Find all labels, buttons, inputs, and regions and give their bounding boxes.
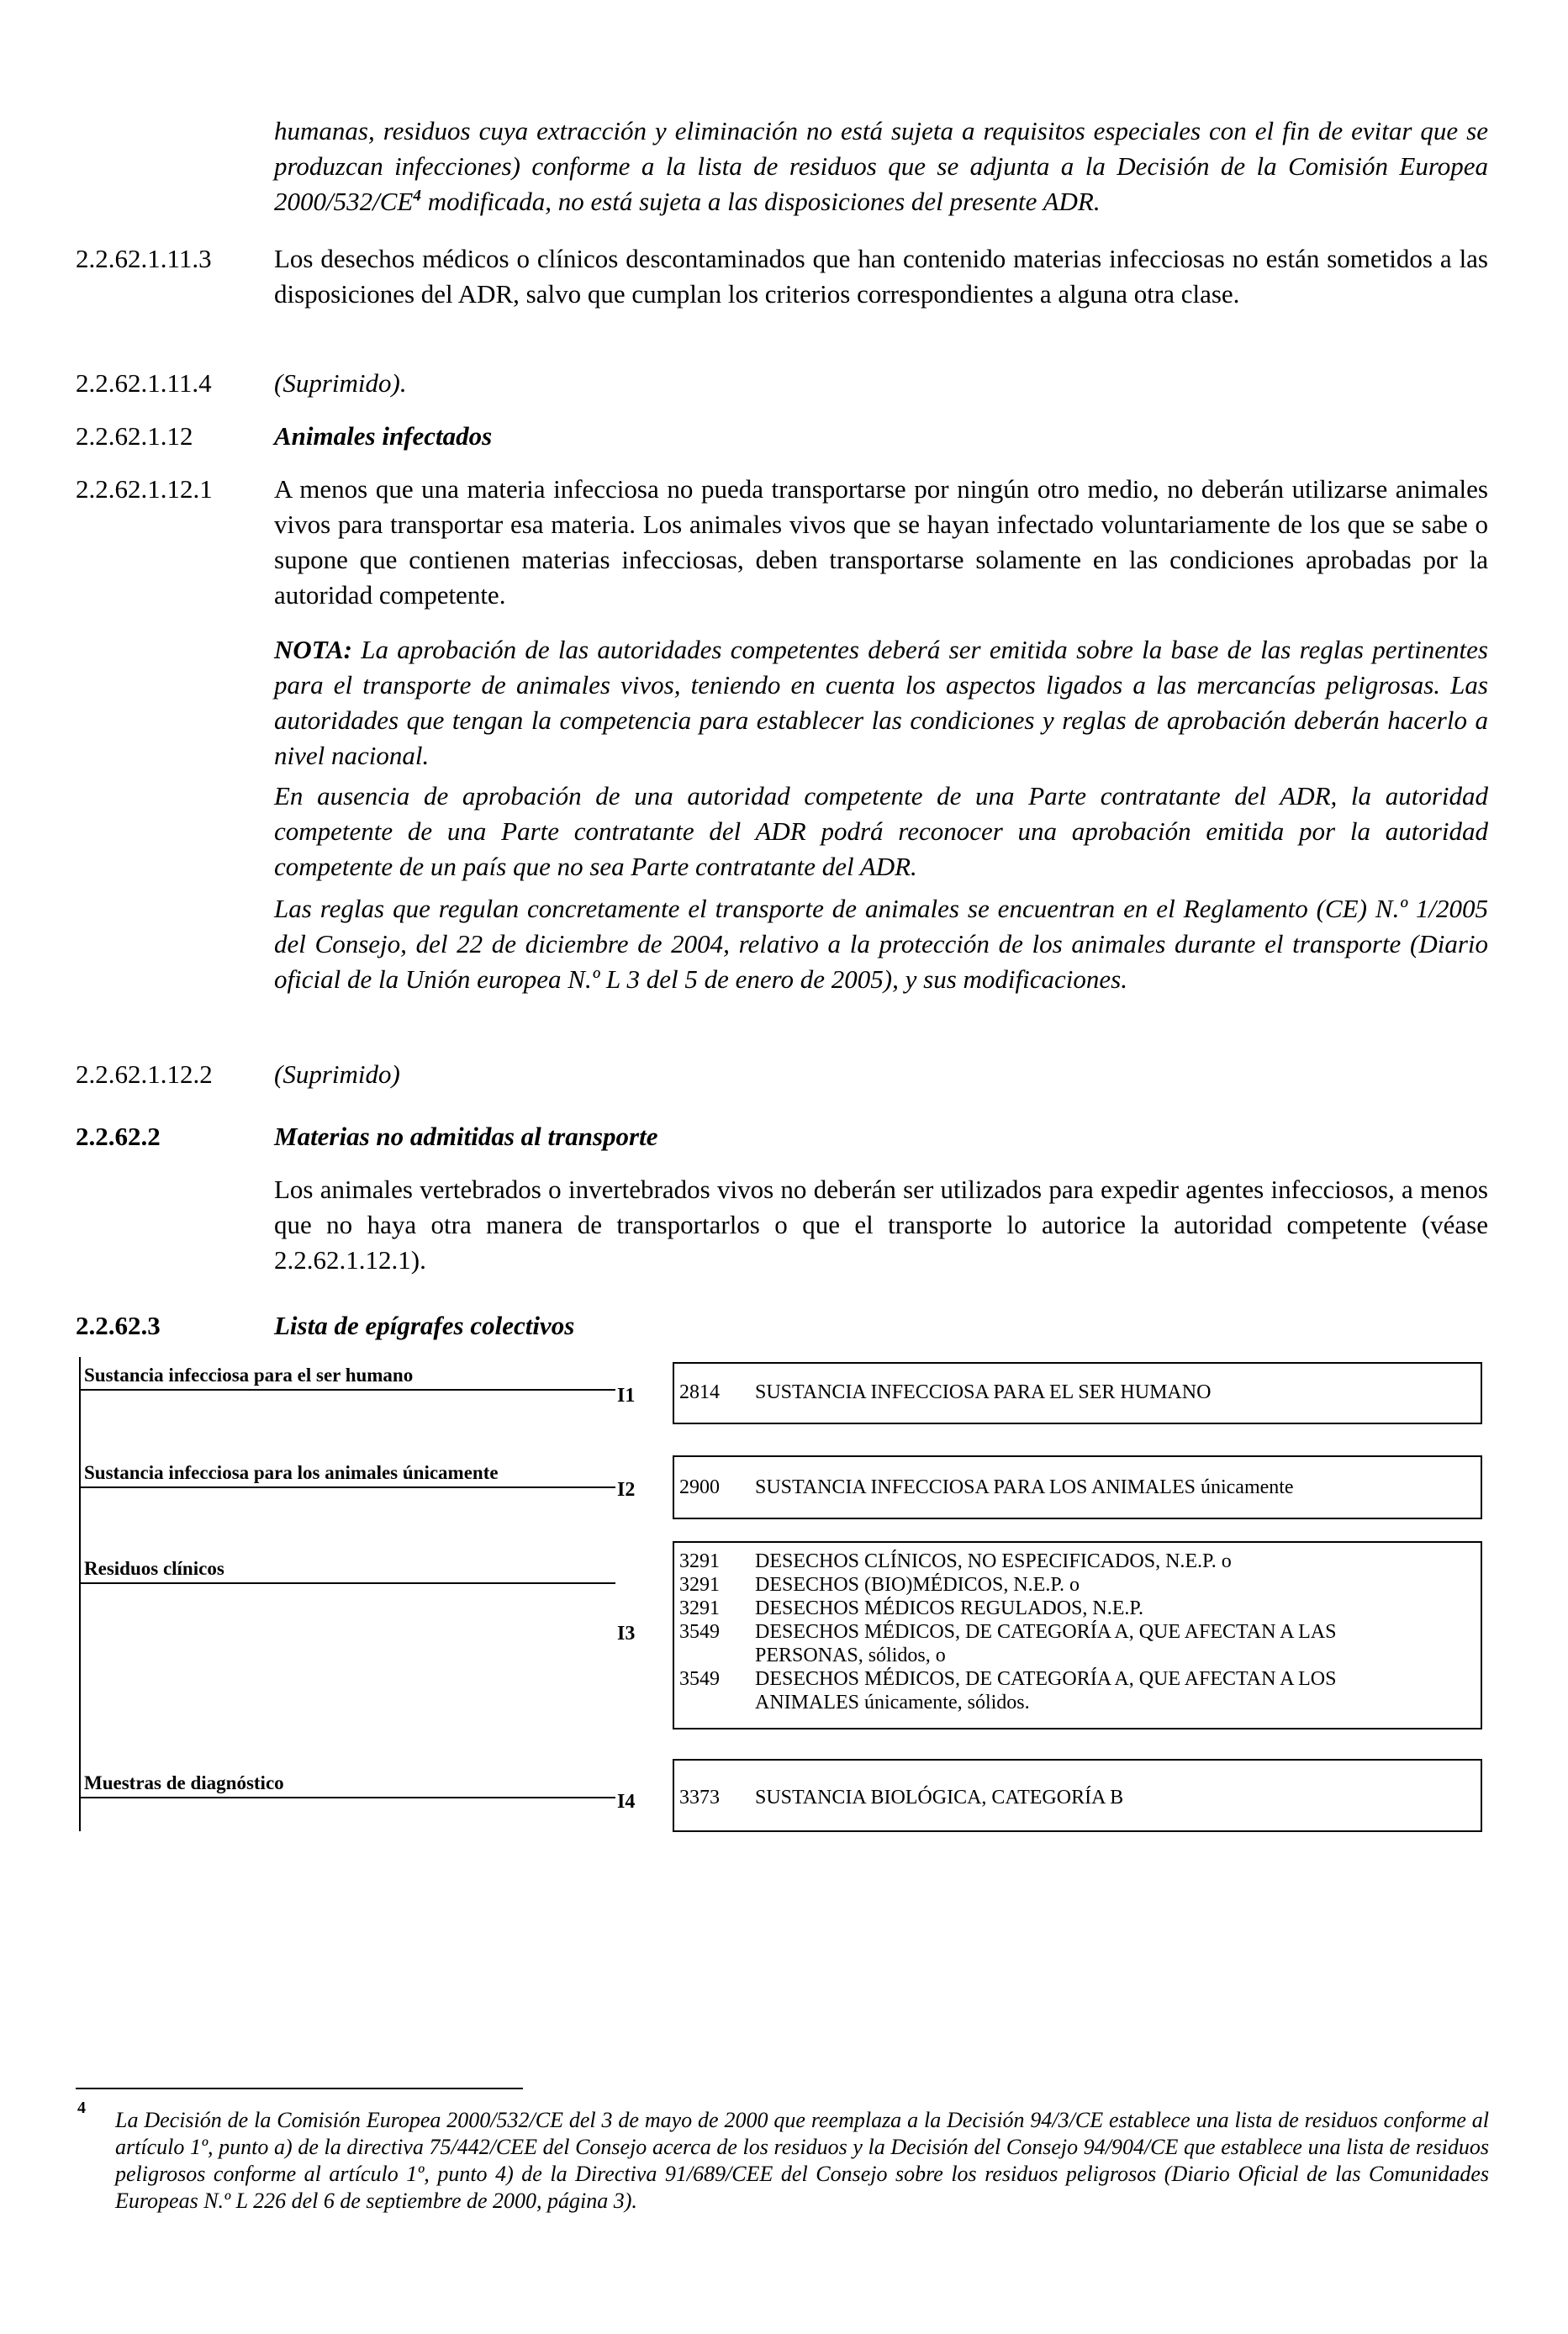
continuation-paragraph: [274, 114, 1488, 219]
footnote-mark: 4: [77, 2099, 86, 2117]
note-text: La aprobación de las autoridades competentes deberá ser emitida sobre la base de las reglas pertinentes para el transporte de animales vivos, teniendo en cuenta los aspectos ligados a las mercancías peligrosas. Las autoridades que tengan la competencia para establecer las condiciones y reglas de aprobación deberán hacerlo a nivel nacional.: [274, 635, 1488, 770]
section-title: Animales infectados: [274, 421, 493, 451]
entry-name: DESECHOS MÉDICOS, DE CATEGORÍA A, QUE AFECTAN A LOS: [755, 1668, 1337, 1690]
section-title: Lista de epígrafes colectivos: [274, 1311, 575, 1340]
section-number: 2.2.62.3: [76, 1311, 161, 1340]
note-label: NOTA:: [274, 635, 352, 664]
un-number: 3549: [679, 1668, 720, 1690]
un-number: 3373: [679, 1787, 720, 1809]
table-row: [679, 1597, 1143, 1620]
continuation-tail: modificada, no está sujeta a las disposiciones del presente ADR.: [420, 187, 1101, 216]
group-label: Sustancia infecciosa para el ser humano: [84, 1365, 414, 1386]
section-number: 2.2.62.1.12.2: [76, 1059, 213, 1089]
table-row: [679, 1381, 1211, 1404]
table-row: [679, 1786, 1123, 1809]
un-number: 3291: [679, 1597, 720, 1619]
footnote-reference[interactable]: 4: [413, 187, 421, 205]
group-label: Sustancia infecciosa para los animales únicamente: [84, 1462, 499, 1483]
un-number: 3549: [679, 1621, 720, 1643]
entry-name: DESECHOS MÉDICOS, DE CATEGORÍA A, QUE AFECTAN A LAS: [755, 1621, 1337, 1643]
group-label-rule: [81, 1486, 615, 1488]
group-code: I2: [617, 1479, 636, 1501]
entry-box: [673, 1759, 1482, 1832]
group-code: I1: [617, 1385, 636, 1407]
table-row: [679, 1620, 1336, 1644]
table-row-continuation: PERSONAS, sólidos, o: [755, 1645, 946, 1666]
table-row: [679, 1573, 1080, 1597]
entry-box: [673, 1541, 1482, 1729]
section-number: 2.2.62.1.11.4: [76, 368, 212, 398]
footnote-separator: [76, 2088, 523, 2089]
table-row: [679, 1476, 1294, 1499]
entry-name: DESECHOS CLÍNICOS, NO ESPECIFICADOS, N.E.P. o: [755, 1550, 1232, 1572]
section-text: (Suprimido): [274, 1059, 400, 1089]
entry-name: DESECHOS (BIO)MÉDICOS, N.E.P. o: [755, 1574, 1080, 1596]
footnote-text: La Decisión de la Comisión Europea 2000/532/CE del 3 de mayo de 2000 que reemplaza a la Decisión 94/3/CE establece una lista de residuos conforme al artículo 1º, punto a) de la directiva 75/442/CEE del Consejo acerca de los residuos y la Decisión del Consejo 94/904/CE que establece una lista de residuos peligrosos conforme al artículo 1º, punto 4) de la Directiva 91/689/CEE del Consejo sobre los residuos peligrosos (Diario Oficial de las Comunidades Europeas N.º L 226 del 6 de septiembre de 2000, página 3).: [115, 2108, 1489, 2213]
entry-name: SUSTANCIA BIOLÓGICA, CATEGORÍA B: [755, 1787, 1124, 1809]
group-label-rule: [81, 1797, 615, 1798]
entry-box: [673, 1455, 1482, 1519]
entry-name: SUSTANCIA INFECCIOSA PARA EL SER HUMANO: [755, 1381, 1212, 1403]
section-text: A menos que una materia infecciosa no pueda transportarse por ningún otro medio, no deberán utilizarse animales vivos para transportar esa materia. Los animales vivos que se hayan infectado voluntariamente de los que se sabe o supone que contienen materias infecciosas, deben transportarse solamente en las condiciones aprobadas por la autoridad competente.: [274, 474, 1488, 610]
section-number: 2.2.62.1.11.3: [76, 244, 212, 273]
un-number: 2814: [679, 1381, 720, 1403]
entry-name: SUSTANCIA INFECCIOSA PARA LOS ANIMALES únicamente: [755, 1476, 1294, 1498]
entry-box: [673, 1362, 1482, 1424]
table-row: [679, 1667, 1336, 1691]
entry-name: DESECHOS MÉDICOS REGULADOS, N.E.P.: [755, 1597, 1144, 1619]
section-text: Los animales vertebrados o invertebrados vivos no deberán ser utilizados para expedir agentes infecciosos, a menos que no haya otra manera de transportarlos o que el transporte lo autorice la autoridad competente (véase 2.2.62.1.12.1).: [274, 1175, 1488, 1275]
table-row-continuation: ANIMALES únicamente, sólidos.: [755, 1692, 1030, 1714]
table-left-bracket: [79, 1357, 81, 1831]
section-title: Materias no admitidas al transporte: [274, 1122, 658, 1151]
group-code: I3: [617, 1623, 636, 1645]
section-text: (Suprimido).: [274, 368, 407, 398]
group-label-rule: [81, 1582, 615, 1584]
group-label: Muestras de diagnóstico: [84, 1772, 284, 1793]
group-code: I4: [617, 1791, 636, 1813]
group-label: Residuos clínicos: [84, 1558, 224, 1579]
un-number: 3291: [679, 1550, 720, 1572]
section-number: 2.2.62.1.12.1: [76, 474, 213, 504]
un-number: 2900: [679, 1476, 720, 1498]
section-number: 2.2.62.1.12: [76, 421, 193, 451]
continuation-text: humanas, residuos cuya extracción y eliminación no está sujeta a requisitos especiales con el fin de evitar que se produzcan infecciones) conforme a la lista de residuos que se adjunta a la Decisión de la Comisión Europea 2000/532/CE: [274, 116, 1488, 216]
note-paragraph: [274, 632, 1488, 774]
note-paragraph-2: En ausencia de aprobación de una autoridad competente de una Parte contratante del ADR, la autoridad competente de una Parte contratante del ADR podrá reconocer una aprobación emitida por la autoridad competente de un país que no sea Parte contratante del ADR.: [274, 781, 1488, 881]
section-number: 2.2.62.2: [76, 1122, 161, 1151]
note-paragraph-3: Las reglas que regulan concretamente el transporte de animales se encuentran en el Reglamento (CE) N.º 1/2005 del Consejo, del 22 de diciembre de 2004, relativo a la protección de los animales durante el transporte (Diario oficial de la Unión europea N.º L 3 del 5 de enero de 2005), y sus modificaciones.: [274, 894, 1488, 994]
table-row: [679, 1550, 1232, 1573]
section-text: Los desechos médicos o clínicos descontaminados que han contenido materias infecciosas no están sometidos a las disposiciones del ADR, salvo que cumplan los criterios correspondientes a alguna otra clase.: [274, 244, 1488, 309]
group-label-rule: [81, 1389, 615, 1391]
un-number: 3291: [679, 1574, 720, 1596]
